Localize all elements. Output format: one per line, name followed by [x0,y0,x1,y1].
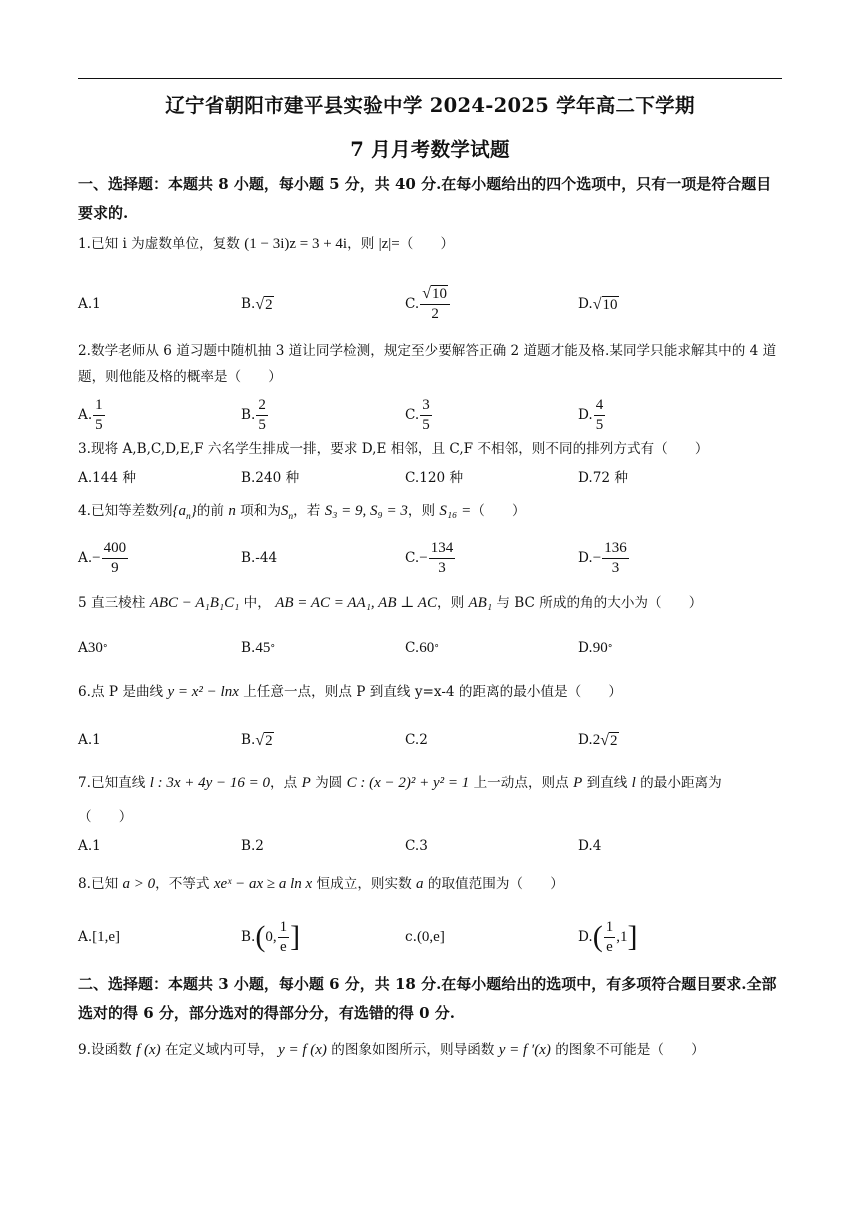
frac-den-e: e [279,938,287,955]
q4-stem-e: ，则 [407,503,436,519]
fraction-3-5 [420,397,432,434]
q2-options [78,393,784,437]
q1-stem-b: ，则 [347,236,375,252]
q4-option-a-label: A. [78,550,93,566]
q7-point-p: P [301,775,311,791]
sqrt-2-arg: 2 [265,296,273,313]
q2-option-a[interactable] [78,393,106,437]
q4-sequence-base: {a [172,503,187,519]
q5-stem-a: 5 直三棱柱 [78,595,146,611]
q8-option-d[interactable] [578,915,638,959]
q2-option-d[interactable] [578,393,606,437]
deg-45: 45 [255,639,271,656]
q8-stem-c: 恒成立，则实数 [316,876,412,892]
q1-option-b-label: B. [241,296,256,312]
section2-heading: 二、选择题：本题共 3 小题，每小题 6 分，共 18 分.在每小题给出的选项中，有多项符合题目要求.全部选对的得 6 分，部分选对的得部分分，有选错的得 0 分. [78,975,777,1022]
fraction-136-3 [602,540,629,577]
q2-option-b[interactable] [241,393,269,437]
sqrt-10-arg: 10 [602,296,618,313]
q9-stem-b: 在定义域内可导， [165,1042,274,1058]
q4-sequence-close: } [190,503,197,519]
q1-equation: (1 − 3i)z = 3 + 4i [244,236,348,252]
fraction-4-5 [594,397,606,434]
q4-stem-d: ，若 [293,503,321,519]
q7-options [78,824,784,868]
question-7 [78,770,784,796]
question-9 [78,1037,784,1063]
degree-mark: ° [102,642,108,654]
q5-condition: AB = AC = AA₁, AB ⊥ AC [275,595,437,611]
frac-sqrt10-arg: 10 [432,286,448,302]
q5-options [78,626,784,670]
q5-option-d[interactable] [578,626,613,670]
frac-den-9: 9 [111,559,119,576]
paren-left: ( [592,920,603,953]
q9-function: f (x) [136,1042,161,1058]
frac-num-1: 1 [93,397,105,416]
q5-option-c-label: C. [405,640,420,656]
q6-option-d-label: D. [578,732,593,748]
q2-option-c[interactable] [405,393,433,437]
q7-stem-f: 的最小距离为 [640,775,722,791]
q2-option-d-label: D. [578,407,593,423]
degree-mark: ° [270,642,276,654]
q7-line-l: l [631,775,636,791]
q4-option-a[interactable] [78,536,129,580]
fraction-2-5 [256,397,268,434]
q6-curve: y = x² − lnx [167,684,239,700]
q4-condition: S₃ = 9, S₉ = 3 [324,503,408,519]
q4-options [78,536,784,580]
q5-option-a[interactable] [78,626,108,670]
q4-sequence-sub: n [186,512,191,522]
fraction-sqrt10-over-2: √ 10 2 [420,285,450,323]
q7-point-p: P [573,775,583,791]
frac-den-3: 3 [611,559,620,576]
q7-stem-bracket: （ ） [78,809,133,825]
q4-option-d[interactable] [578,536,630,580]
q6-stem-a: 6.点 P 是曲线 [78,684,164,700]
coef-2: 2 [592,731,601,748]
q4-sum-base: S [280,503,289,519]
frac-den-3: 3 [438,559,446,576]
q2-option-c-label: C. [405,407,420,423]
q7-circle: C : (x − 2)² + y² = 1 [346,775,470,791]
q1-option-d[interactable] [578,282,619,326]
q8-option-a[interactable] [78,915,120,959]
q7-stem-b: ，点 [270,775,298,791]
degree-mark: ° [607,642,613,654]
q8-option-b[interactable] [241,915,300,959]
frac-num-134: 134 [429,540,456,559]
q6-option-b[interactable] [241,718,274,762]
sqrt-2-arg: 2 [610,732,618,749]
q7-stem-d: 上一动点，则点 [473,775,569,791]
deg-90: 90 [592,639,608,656]
q6-option-c[interactable]: C.2 [405,732,428,748]
frac-den-e: e [606,938,613,955]
q4-stem-b: 的前 [196,503,224,519]
q4-sum-sub: n [288,512,294,522]
q4-option-d-label: D. [578,550,593,566]
q1-stem-a: 1.已知 i 为虚数单位，复数 [78,236,240,252]
q1-option-a[interactable] [78,282,101,326]
q4-option-c-label: C. [405,550,420,566]
q4-n: n [228,503,236,519]
q7-option-b[interactable]: B.2 [241,838,264,854]
q7-line: l : 3x + 4y − 16 = 0 [149,775,271,791]
minus-sign: − [592,549,602,566]
fraction-1-e [604,919,616,956]
paren-left: ( [255,920,266,953]
q8-option-a-label: A. [78,929,93,945]
frac-num-1: 1 [604,919,616,938]
q9-stem-a: 9.设函数 [78,1042,132,1058]
q1-stem-c: （ ） [399,236,455,252]
frac-den-5: 5 [422,416,430,433]
q1-option-a-text: A.1 [78,296,101,312]
question-2: 2.数学老师从 6 道习题中随机抽 3 道让同学检测，规定至少要解答正确 2 道题才能及格.某同学只能求解其中的 4 道题，则他能及格的概率是（ ） [78,343,777,385]
deg-60: 60 [419,639,435,656]
q4-stem-f: （ ） [471,503,526,519]
degree-mark: ° [434,642,439,654]
q3-option-a[interactable]: A.144 种 [78,470,136,486]
q5-ab1: AB₁ [468,595,493,611]
q8-option-b-label: B. [241,929,256,945]
q8-stem-b: ，不等式 [155,876,210,892]
q4-stem-a: 4.已知等差数列 [78,503,173,519]
q1-option-d-label: D. [578,296,593,312]
q2-option-b-label: B. [241,407,256,423]
deg-30: 30 [87,639,103,656]
q7-option-d[interactable]: D.4 [578,838,602,854]
sqrt-2-arg: 2 [265,732,273,749]
fraction-134-3 [429,540,456,577]
frac-num-4: 4 [594,397,606,416]
frac-num-1: 1 [278,919,290,938]
question-6 [78,679,784,705]
q4-stem-c: 项和为 [240,503,281,519]
sqrt-2: √ 2 [255,295,273,313]
q8-option-c-label: c. [405,929,417,945]
q4-option-c[interactable] [405,536,456,580]
q1-option-c[interactable] [405,282,451,326]
frac-den-5: 5 [95,416,103,433]
interval-b-left: 0, [265,928,277,945]
q3-options [78,454,784,498]
bracket-right: ] [290,920,301,953]
q6-option-b-label: B. [241,732,256,748]
q8-condition: a > 0 [122,876,156,892]
fraction-400-9 [102,540,129,577]
q6-options [78,718,784,762]
q5-option-c[interactable] [405,626,439,670]
q8-option-c[interactable] [405,915,445,959]
frac-den-2: 2 [431,306,439,322]
q6-stem-b: 上任意一点，则点 P 到直线 y=x-4 的距离的最小值是（ ） [243,684,623,700]
sqrt-2: √ 2 [600,731,618,749]
exam-title-line1: 辽宁省朝阳市建平县实验中学 2024-2025 学年高二下学期 [165,94,695,117]
fraction-1-5 [93,397,105,434]
q8-options [78,915,784,959]
q1-options [78,282,784,326]
question-5 [78,590,784,616]
q4-sequence [172,503,197,522]
q4-sum [280,503,294,522]
q5-option-d-label: D. [578,640,593,656]
q3-option-b[interactable]: B.240 种 [241,470,300,486]
interval-d-right: ,1 [616,928,628,945]
frac-num-136: 136 [602,540,629,559]
q4-s16: S₁₆ = [439,503,472,519]
frac-den-5: 5 [258,416,266,433]
frac-num-2: 2 [256,397,268,416]
q9-stem-c: 的图象如图所示，则导函数 [331,1042,495,1058]
question-3: 3.现将 A,B,C,D,E,F 六名学生排成一排，要求 D,E 相邻，且 C,F 不相邻，则不同的排列方式有（ ） [78,441,709,457]
q6-option-a[interactable]: A.1 [78,732,101,748]
frac-num-3: 3 [420,397,432,416]
q5-option-a-label: A [78,640,88,656]
q8-inequality: xeˣ − ax ≥ a ln x [213,876,313,892]
q1-option-b[interactable] [241,282,274,326]
q7-option-a[interactable]: A.1 [78,838,101,854]
exam-title-line2: 7 月月考数学试题 [350,138,510,161]
section1-heading: 一、选择题：本题共 8 小题，每小题 5 分，共 40 分.在每小题给出的四个选项中，只有一项是符合题目要求的. [78,175,772,222]
question-1 [78,231,784,257]
q2-option-a-label: A. [78,407,93,423]
interval-c: (0,e] [416,928,445,945]
q8-option-d-label: D. [578,929,593,945]
q5-stem-b: 中， [243,595,271,611]
q5-option-b-label: B. [241,640,256,656]
q5-prism: ABC − A₁B₁C₁ [149,595,240,611]
q3-option-d[interactable]: D.72 种 [578,470,628,486]
minus-sign: − [419,549,428,566]
interval-a: [1,e] [92,928,121,945]
top-rule [78,78,782,79]
q5-option-b[interactable] [241,626,275,670]
sqrt-2: √ 2 [255,731,273,749]
fraction-1-e [278,919,290,956]
q7-stem-a: 7.已知直线 [78,775,146,791]
q6-option-d[interactable] [578,718,619,762]
q3-option-c[interactable]: C.120 种 [405,470,464,486]
question-8 [78,871,784,897]
q8-stem-d: 的取值范围为（ ） [427,876,564,892]
q1-abs: |z|= [378,236,400,252]
frac-num-400: 400 [102,540,129,559]
q5-stem-c: ，则 [436,595,465,611]
q7-stem-c: 为圆 [315,775,343,791]
q8-stem-a: 8.已知 [78,876,119,892]
q9-graph-fprime: y = f ′(x) [498,1042,551,1058]
bracket-right: ] [627,920,638,953]
q4-option-b[interactable]: B.-44 [241,550,278,566]
frac-den-5: 5 [595,416,604,433]
minus-sign: − [92,549,101,566]
q1-option-c-label: C. [405,296,420,312]
q9-graph-f: y = f (x) [278,1042,327,1058]
question-4 [78,498,784,530]
sqrt-10: √ 10 [592,295,618,313]
q9-stem-d: 的图象不可能是（ ） [555,1042,705,1058]
q7-option-c[interactable]: C.3 [405,838,428,854]
q7-stem-e: 到直线 [586,775,628,791]
q8-var-a: a [416,876,424,892]
q5-stem-d: 与 BC 所成的角的大小为（ ） [496,595,703,611]
